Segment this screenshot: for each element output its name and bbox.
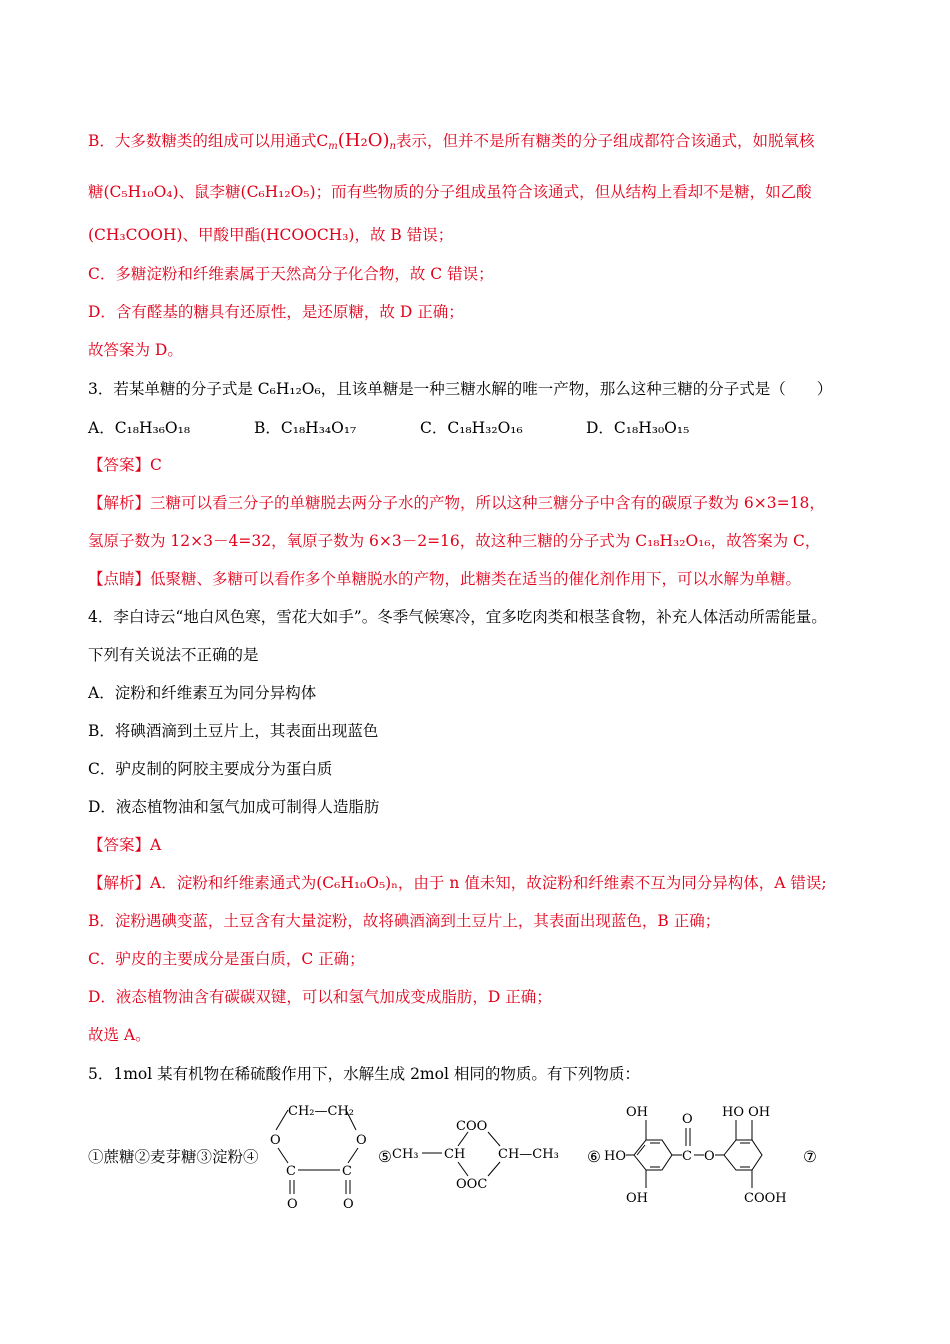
explanation-4-line-4: D．液态植物油含有碳碳双键，可以和氢气加成变成脂肪，D 正确； xyxy=(88,988,552,1006)
s4-top: CH₂—CH₂ xyxy=(288,1104,354,1119)
s6-oh-bottom: OH xyxy=(626,1191,648,1206)
s4-o-left: O xyxy=(270,1133,281,1148)
q4-option-d: D．液态植物油和氢气加成可制得人造脂肪 xyxy=(88,798,380,816)
q5-item-7-label: ⑦ xyxy=(803,1148,817,1166)
q5-item-5-label: ⑤ xyxy=(378,1148,392,1166)
q3-option-a: A．C₁₈H₃₆O₁₈ xyxy=(88,419,191,437)
s5-ch3-left: CH₃ xyxy=(392,1147,419,1162)
option-d-line: D．含有醛基的糖具有还原性，是还原糖，故 D 正确； xyxy=(88,303,464,321)
s4-c-right: C xyxy=(342,1164,352,1179)
explanation-4-line-2: B．淀粉遇碘变蓝，土豆含有大量淀粉，故将碘酒滴到土豆片上，其表面出现蓝色，B 正确； xyxy=(88,912,721,930)
q4-option-a: A．淀粉和纤维素互为同分异构体 xyxy=(88,684,317,702)
question-3-options xyxy=(88,418,752,438)
s6-o-carbonyl: O xyxy=(682,1112,693,1127)
answer-3: 【答案】C xyxy=(88,456,162,474)
s5-coo: COO xyxy=(456,1119,488,1134)
q5-items-1-4: ①蔗糖②麦芽糖③淀粉④ xyxy=(88,1148,259,1166)
question-4-line-2: 下列有关说法不正确的是 xyxy=(88,646,259,664)
s5-ooc: OOC xyxy=(456,1177,488,1192)
question-5: 5．1mol 某有机物在稀硫酸作用下，水解生成 2mol 相同的物质。有下列物质： xyxy=(88,1065,640,1083)
s5-ch-ch3: CH—CH₃ xyxy=(498,1147,559,1162)
s4-o-bottom-right: O xyxy=(343,1197,354,1212)
s6-o-ester: O xyxy=(704,1149,715,1164)
explanation-3-line-1: 【解析】三糖可以看三分子的单糖脱去两分子水的产物，所以这种三糖分子中含有的碳原子数为 6×3=18， xyxy=(88,494,825,512)
option-c-line: C．多糖淀粉和纤维素属于天然高分子化合物，故 C 错误； xyxy=(88,265,494,283)
explanation-3-line-2: 氢原子数为 12×3－4=32，氧原子数为 6×3－2=16，故这种三糖的分子式为 C₁₈H₃₂O₁₆，故答案为 C， xyxy=(88,532,821,550)
option-b-line-2: 糖(C₅H₁₀O₄)、鼠李糖(C₆H₁₂O₅)；而有些物质的分子组成虽符合该通式，但从结构上看却不是糖，如乙酸 xyxy=(88,183,812,201)
structure-6-digallic-acid xyxy=(604,1100,804,1215)
conclusion-q2: 故答案为 D。 xyxy=(88,341,183,359)
explanation-4-line-3: C．驴皮的主要成分是蛋白质，C 正确； xyxy=(88,950,365,968)
q3-option-d: D．C₁₈H₃₀O₁₅ xyxy=(586,419,690,437)
q3-option-c: C．C₁₈H₃₂O₁₆ xyxy=(420,419,523,437)
tip-3: 【点睛】低聚糖、多糖可以看作多个单糖脱水的产物，此糖类在适当的催化剂作用下，可以水解为单糖。 xyxy=(88,570,802,588)
structure-5-lactide xyxy=(392,1112,587,1197)
s6-cooh: COOH xyxy=(744,1191,787,1206)
q3-option-b: B．C₁₈H₃₄O₁₇ xyxy=(254,419,357,437)
question-3: 3．若某单糖的分子式是 C₆H₁₂O₆，且该单糖是一种三糖水解的唯一产物，那么这种三糖的分子式是（ ） xyxy=(88,380,833,398)
option-b-line-3: (CH₃COOH)、甲酸甲酯(HCOOCH₃)，故 B 错误； xyxy=(88,226,454,244)
structure-4-cyclic-ester xyxy=(258,1100,378,1215)
s4-o-bottom-left: O xyxy=(287,1197,298,1212)
explanation-4-line-1: 【解析】A．淀粉和纤维素通式为(C₆H₁₀O₅)ₙ，由于 n 值未知，故淀粉和纤维素不互为同分异构体，A 错误; xyxy=(88,874,827,892)
q5-item-6-label: ⑥ xyxy=(587,1148,601,1166)
s6-c: C xyxy=(682,1149,692,1164)
option-b-line-1: B．大多数糖类的组成可以用通式$C_m(H_2O)_n$表示，但并不是所有糖类的分子组成都符合该通式，如脱氧核 xyxy=(88,130,815,152)
q4-option-c: C．驴皮制的阿胶主要成分为蛋白质 xyxy=(88,760,333,778)
s6-ho-left: HO xyxy=(604,1149,626,1164)
s4-o-right: O xyxy=(356,1133,367,1148)
s6-ho-oh: HO OH xyxy=(722,1105,771,1120)
s5-ch: CH xyxy=(444,1147,466,1162)
answer-4: 【答案】A xyxy=(88,836,162,854)
s4-c-left: C xyxy=(286,1164,296,1179)
conclusion-q4: 故选 A。 xyxy=(88,1026,151,1044)
s6-oh-top: OH xyxy=(626,1105,648,1120)
q4-option-b: B．将碘酒滴到土豆片上，其表面出现蓝色 xyxy=(88,722,379,740)
question-4-line-1: 4．李白诗云“地白风色寒，雪花大如手”。冬季气候寒冷，宜多吃肉类和根茎食物，补充人体活动所需能量。 xyxy=(88,608,827,626)
